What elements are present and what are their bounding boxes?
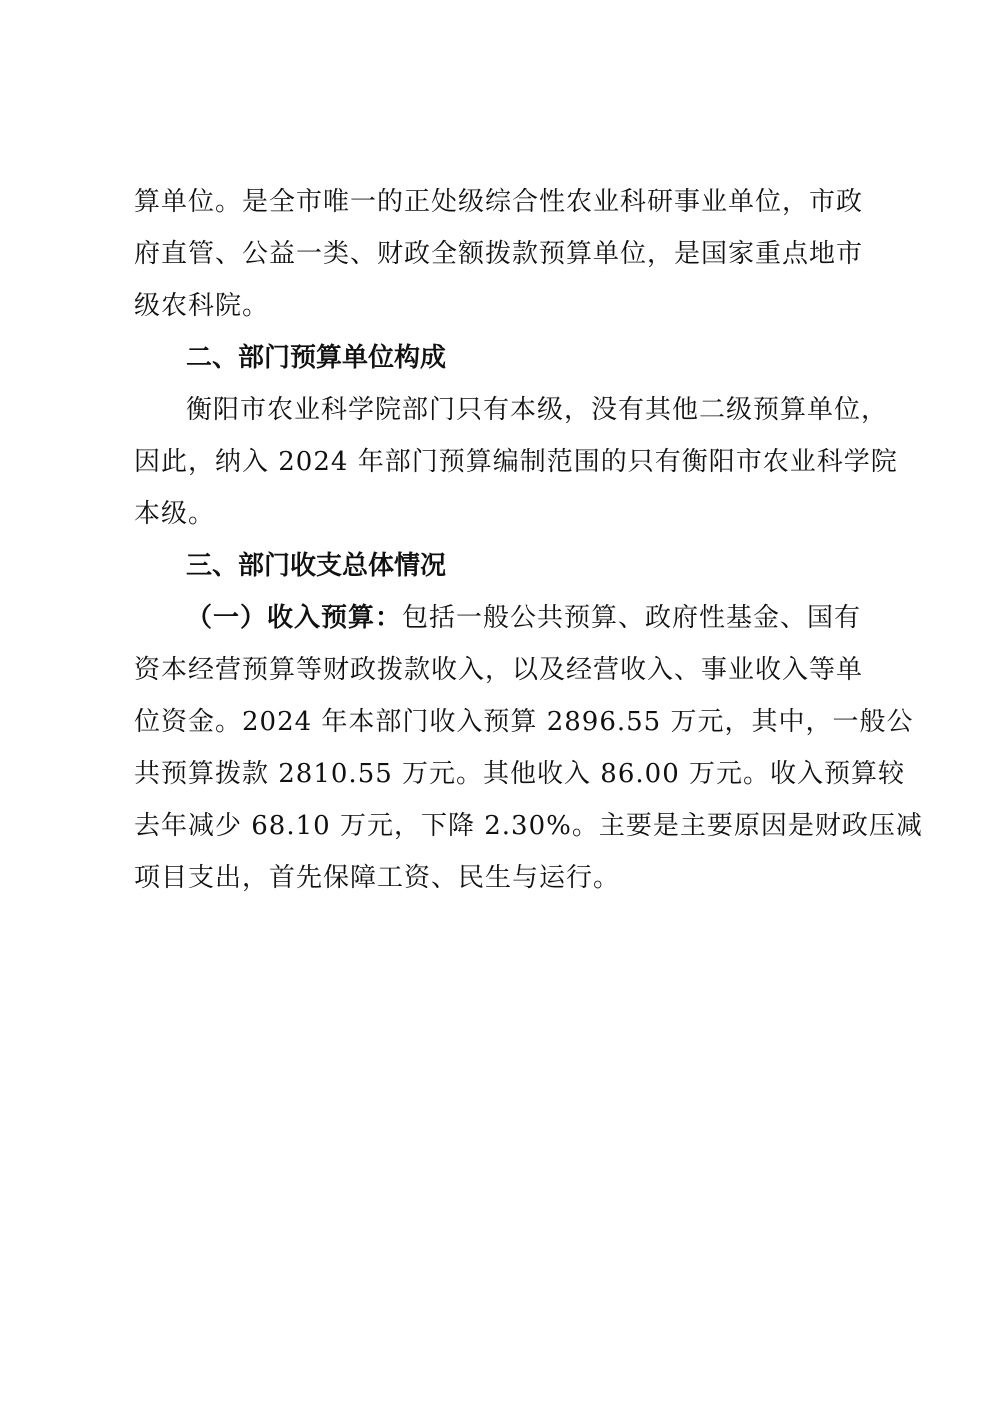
subsection-first-line [134, 592, 862, 644]
paragraph-line: 共预算拨款 2810.55 万元。其他收入 86.00 万元。收入预算较 [134, 759, 906, 789]
subsection-label: （一）收入预算： [186, 603, 403, 633]
paragraph-line: 府直管、公益一类、财政全额拨款预算单位，是国家重点地市 [134, 239, 864, 269]
paragraph-line: 资本经营预算等财政拨款收入，以及经营收入、事业收入等单 [134, 655, 864, 685]
paragraph-line: 因此，纳入 2024 年部门预算编制范围的只有衡阳市农业科学院 [134, 447, 898, 477]
section-heading: 二、部门预算单位构成 [186, 343, 447, 373]
paragraph-line: 位资金。2024 年本部门收入预算 2896.55 万元，其中，一般公 [134, 707, 914, 737]
subsection-text: 包括一般公共预算、政府性基金、国有 [402, 603, 862, 633]
paragraph-line: 去年减少 68.10 万元，下降 2.30%。主要是主要原因是财政压减 [134, 811, 923, 841]
paragraph-line: 项目支出，首先保障工资、民生与运行。 [134, 863, 621, 893]
paragraph-line: 级农科院。 [134, 291, 270, 321]
document-body [134, 176, 923, 904]
section-heading: 三、部门收支总体情况 [186, 551, 447, 581]
paragraph-line: 衡阳市农业科学院部门只有本级，没有其他二级预算单位， [186, 395, 889, 425]
paragraph-line: 本级。 [134, 499, 216, 529]
paragraph-line: 算单位。是全市唯一的正处级综合性农业科研事业单位，市政 [134, 187, 864, 217]
